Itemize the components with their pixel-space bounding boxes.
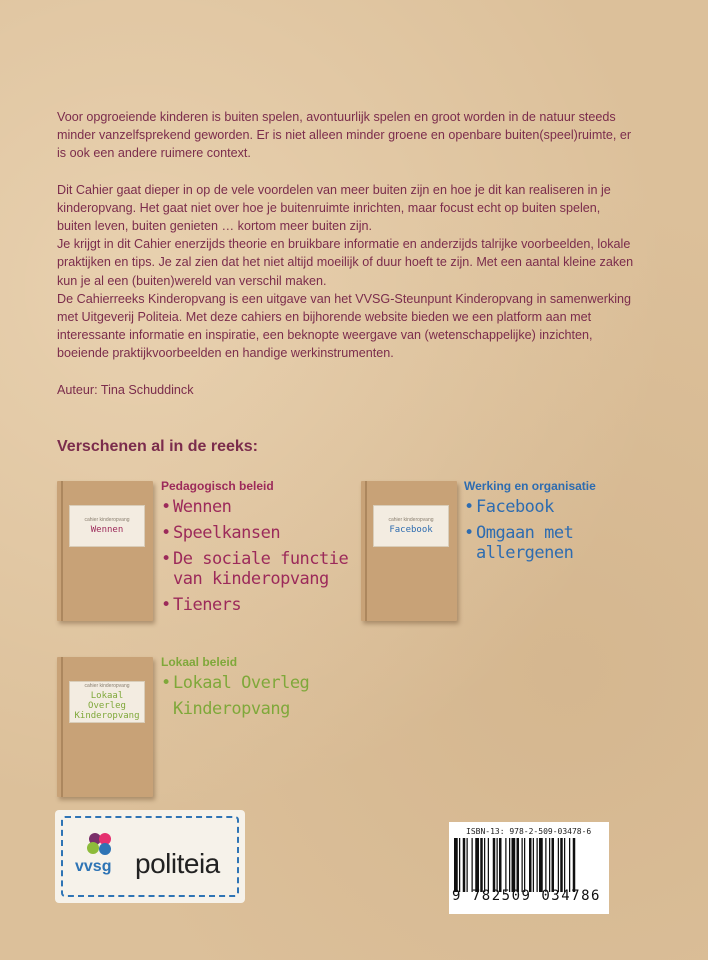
barcode-bar — [499, 838, 502, 892]
book-title: Wennen — [90, 525, 124, 535]
barcode-bar — [549, 838, 550, 892]
isbn-text: ISBN-13: 978-2-509-03478-6 — [466, 827, 592, 836]
list-item: • De sociale functie — [161, 549, 349, 569]
category-heading-pedagogisch: Pedagogisch beleid — [161, 479, 274, 493]
vvsg-logo-text: vvsg — [75, 858, 112, 875]
intro-paragraph-2: Dit Cahier gaat dieper in op de vele voordelen van meer buiten zijn en hoe je dit kan realiseren in je kinderopvang. Het gaat niet over hoe je buitenruimte inrichten, maar focust echt op buiten spelen, buiten leven, buiten genieten … kortom meer buiten zijn. — [57, 182, 611, 234]
book-title-line-1: Lokaal Overleg — [88, 691, 126, 711]
vvsg-flower-icon — [83, 830, 117, 858]
barcode-bar — [454, 838, 458, 892]
book-cover-lokaal-overleg — [57, 657, 153, 797]
barcode-bar — [573, 838, 576, 892]
barcode-bar — [517, 838, 520, 892]
barcode-bar — [560, 838, 563, 892]
intro-block — [57, 181, 637, 363]
barcode-number: 9 782509 034786 — [452, 888, 601, 904]
barcode-bar — [509, 838, 510, 892]
list-item: • Facebook — [464, 497, 554, 517]
barcode-bar — [552, 838, 555, 892]
list-item: van kinderopvang — [173, 569, 329, 589]
book-spine — [365, 481, 367, 621]
barcode-bar — [512, 838, 516, 892]
intro-text — [57, 108, 637, 417]
category-heading-werking: Werking en organisatie — [464, 479, 596, 493]
series-title: Verschenen al in de reeks: — [57, 438, 258, 455]
list-item: • Speelkansen — [161, 523, 281, 543]
list-lokaal — [161, 673, 309, 719]
book-label — [373, 505, 449, 547]
barcode-bar — [475, 838, 479, 892]
book-series-label: cahier kinderopvang — [84, 517, 130, 523]
book-cover-facebook — [361, 481, 457, 621]
politeia-logo-text: politeia — [135, 848, 220, 879]
book-label — [69, 505, 145, 547]
list-werking — [464, 497, 573, 563]
publisher-logo-box — [55, 810, 245, 903]
book-spine — [61, 481, 63, 621]
intro-paragraph-3: Je krijgt in dit Cahier enerzijds theorie en bruikbare informatie en anderzijds talrijke voorbeelden, lokale praktijken en tips. Je zal zien dat het niet altijd moeilijk of duur hoeft te zijn. Met een aantal kleine zaken kun je al een (buiten)wereld van verschil maken. — [57, 237, 634, 288]
intro-paragraph-1: Voor opgroeiende kinderen is buiten spelen, avontuurlijk spelen en groot worden in de natuur steeds minder vanzelfsprekend geworden. Er is niet alleen minder groene en openbare buiten(speel)ruimte, er is ook een andere ruimere context. — [57, 110, 632, 161]
barcode-bar — [505, 838, 506, 892]
barcode-bar — [459, 838, 460, 892]
barcode-bar — [488, 838, 489, 892]
barcode-bar — [537, 838, 538, 892]
book-spine — [61, 657, 63, 797]
barcode-bar — [493, 838, 496, 892]
barcode-bar — [524, 838, 525, 892]
barcode-bar — [484, 838, 485, 892]
book-series-label: cahier kinderopvang — [84, 683, 130, 689]
barcode-bar — [497, 838, 498, 892]
barcode-bar — [480, 838, 483, 892]
barcode-bar — [569, 838, 570, 892]
list-pedagogisch — [161, 497, 348, 615]
barcode-bar — [558, 838, 559, 892]
list-item: Kinderopvang — [173, 699, 290, 719]
list-item: • Tieners — [161, 595, 242, 615]
intro-paragraph-4: De Cahierreeks Kinderopvang is een uitgave van het VVSG-Steunpunt Kinderopvang in samenwerking met Uitgeverij Politeia. Met deze cahiers en bijhorende website bieden we een platform aan met interessante informatie en inspiratie, een beknopte weergave van (wetenschappelijke) inzichten, boeiende praktijkvoorbeelden en handige werkinstrumenten. — [57, 291, 632, 361]
list-item: allergenen — [476, 543, 574, 563]
barcode-bar — [539, 838, 543, 892]
list-item: • Omgaan met — [464, 523, 574, 543]
book-series-label: cahier kinderopvang — [388, 517, 434, 523]
barcode-bar — [533, 838, 534, 892]
barcode-bar — [472, 838, 473, 892]
barcode-bar — [467, 838, 468, 892]
barcode-bar — [545, 838, 546, 892]
barcode-bar — [463, 838, 466, 892]
list-item: • Wennen — [161, 497, 232, 517]
list-item: • Lokaal Overleg — [161, 673, 310, 693]
category-heading-lokaal: Lokaal beleid — [161, 655, 238, 669]
barcode-bar — [564, 838, 565, 892]
book-title-line-2: Kinderopvang — [74, 711, 140, 721]
book-cover-wennen — [57, 481, 153, 621]
barcode-bar — [522, 838, 523, 892]
author-line: Auteur: Tina Schuddinck — [57, 382, 194, 397]
book-label — [69, 681, 145, 723]
book-title: Facebook — [389, 525, 433, 535]
barcode-bar — [529, 838, 532, 892]
